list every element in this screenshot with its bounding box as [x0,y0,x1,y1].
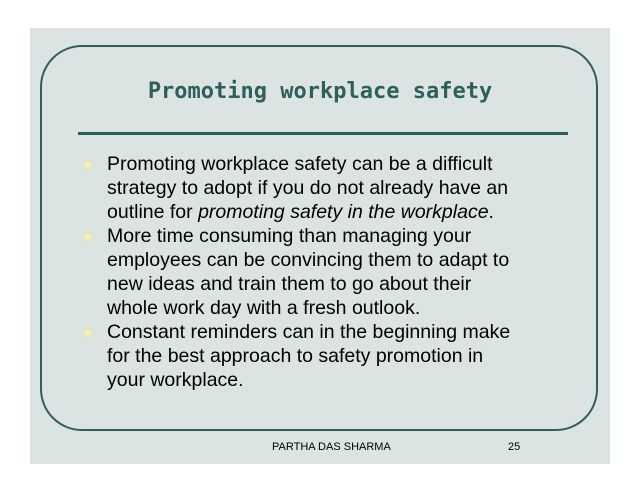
bullet-text: More time consuming than managing your [107,225,472,247]
bullet-text: whole work day with a fresh outlook. [107,297,421,319]
bullet-line [107,152,590,176]
bullet-text: employees can be convincing them to adapt to [107,249,510,271]
bullet-text: strategy to adopt if you do not already have an [107,177,509,199]
bullet-text: . [488,201,494,223]
bullet-item [30,224,590,320]
bullet-line [107,272,590,296]
bullet-text: outline for [107,201,199,223]
slide [30,28,610,464]
bullet-dot-icon [83,232,93,242]
bullet-text: for the best approach to safety promotion in [107,345,484,367]
bullet-item [30,152,590,224]
bullet-dot-icon [83,328,93,338]
footer-page-number: 25 [508,441,521,453]
bullet-text: Constant reminders can in the beginning make [107,321,511,343]
bullet-list [30,152,590,392]
bullet-dot-icon [83,160,93,170]
footer-author: PARTHA DAS SHARMA [272,441,391,453]
bullet-text: your workplace. [107,369,244,391]
bullet-line [107,320,590,344]
bullet-text: new ideas and train them to go about their [107,273,472,295]
slide-title: Promoting workplace safety [147,79,493,104]
bullet-line [107,296,590,320]
bullet-item [30,320,590,392]
bullet-line [107,200,590,224]
bullet-text: Promoting workplace safety can be a difficult [107,153,493,175]
bullet-line [107,248,590,272]
title-divider [78,132,568,135]
bullet-line [107,176,590,200]
bullet-line [107,224,590,248]
bullet-line [107,344,590,368]
bullet-line [107,368,590,392]
emphasis-text: promoting safety in the workplace [198,201,489,223]
